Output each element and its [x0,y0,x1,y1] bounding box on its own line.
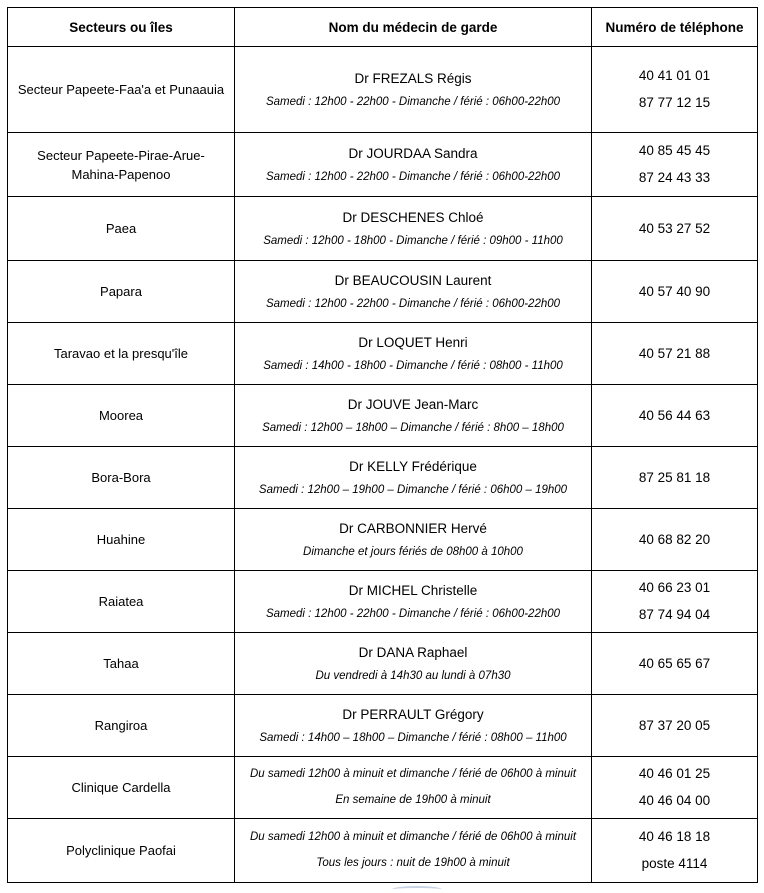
doctor-name: Dr KELLY Frédérique [349,458,477,474]
sector-cell: Taravao et la presqu'île [8,323,235,385]
phone-number: 40 65 65 67 [638,655,711,671]
phone-cell [592,757,758,819]
table-row [8,695,758,757]
duty-doctors-table [7,7,758,883]
table-row [8,47,758,133]
phone-number: 87 24 43 33 [638,170,711,185]
doctor-cell [235,447,592,509]
doctor-name: Dr JOUVE Jean-Marc [347,396,479,412]
duty-hours: Dimanche et jours fériés de 08h00 à 10h00 [303,545,523,558]
doctor-cell [235,633,592,695]
doctor-cell [235,323,592,385]
table-row [8,633,758,695]
doctor-name: Dr FREZALS Régis [354,70,472,86]
duty-hours: Samedi : 12h00 - 22h00 - Dimanche / férié : 06h00-22h00 [265,170,561,183]
doctor-name: Dr LOQUET Henri [358,334,468,350]
table-body [8,47,758,883]
sector-cell: Tahaa [8,633,235,695]
duty-hours: Samedi : 12h00 – 18h00 – Dimanche / férié : 8h00 – 18h00 [262,421,564,434]
phone-cell [592,819,758,883]
table-row [8,819,758,883]
sector-cell: Polyclinique Paofai [8,819,235,883]
phone-number: 40 46 01 25 [638,766,711,781]
doctor-cell [235,509,592,571]
sector-cell: Papara [8,261,235,323]
doctor-cell [235,385,592,447]
sector-cell: Clinique Cardella [8,757,235,819]
doctor-cell [235,571,592,633]
table-header-row [8,8,758,47]
phone-number: 87 25 81 18 [638,469,711,485]
phone-number: 40 41 01 01 [638,68,711,83]
doctor-name: Dr CARBONNIER Hervé [339,520,487,536]
doctor-cell [235,757,592,819]
duty-hours: Samedi : 14h00 - 18h00 - Dimanche / férié : 08h00 - 11h00 [263,359,563,372]
doctor-cell [235,819,592,883]
phone-cell [592,509,758,571]
phone-number: poste 4114 [641,856,708,871]
doctor-cell [235,695,592,757]
table-row [8,571,758,633]
sector-cell: Secteur Papeete-Pirae-Arue-Mahina-Papenoo [8,133,235,197]
phone-number: 40 57 21 88 [638,345,711,361]
table-row [8,323,758,385]
sector-cell: Bora-Bora [8,447,235,509]
doctor-name: Dr PERRAULT Grégory [342,706,484,722]
duty-hours: Samedi : 12h00 - 22h00 - Dimanche / férié : 06h00-22h00 [265,95,561,108]
duty-hours: Du vendredi à 14h30 au lundi à 07h30 [315,669,511,682]
sector-cell: Huahine [8,509,235,571]
phone-number: 40 85 45 45 [638,143,711,158]
phone-cell [592,571,758,633]
table-row [8,385,758,447]
phone-cell [592,47,758,133]
doctor-cell [235,133,592,197]
sector-cell: Secteur Papeete-Faa'a et Punaauia [8,47,235,133]
table-row [8,261,758,323]
phone-cell [592,447,758,509]
phone-cell [592,261,758,323]
duty-hours: Samedi : 12h00 - 22h00 - Dimanche / férié : 06h00-22h00 [265,297,561,310]
doctor-name: Dr JOURDAA Sandra [348,145,478,161]
duty-hours: Du samedi 12h00 à minuit et dimanche / férié de 06h00 à minuit [249,768,577,780]
table-row [8,447,758,509]
doctor-name: Dr DESCHENES Chloé [342,209,484,225]
phone-number: 40 68 82 20 [638,531,711,547]
phone-cell [592,197,758,261]
doctor-name: Dr DANA Raphael [358,644,468,660]
phone-number: 40 66 23 01 [638,580,711,595]
phone-number: 40 53 27 52 [638,220,711,236]
phone-number: 87 37 20 05 [638,717,711,733]
table-row [8,197,758,261]
table-row [8,133,758,197]
duty-hours: Samedi : 12h00 - 22h00 - Dimanche / férié : 06h00-22h00 [265,607,561,620]
table-row [8,509,758,571]
duty-hours: Samedi : 12h00 – 19h00 – Dimanche / férié : 06h00 – 19h00 [258,483,568,496]
duty-hours: Samedi : 14h00 – 18h00 – Dimanche / férié : 08h00 – 11h00 [259,731,567,744]
phone-number: 40 57 40 90 [638,283,711,299]
duty-hours: En semaine de 19h00 à minuit [335,794,491,806]
doctor-cell [235,197,592,261]
phone-number: 40 46 04 00 [638,793,711,808]
phone-cell [592,323,758,385]
table-row [8,757,758,819]
page-edge-mark [392,886,442,893]
sector-cell: Paea [8,197,235,261]
phone-number: 87 74 94 04 [638,607,711,622]
phone-cell [592,385,758,447]
duty-hours: Tous les jours : nuit de 19h00 à minuit [316,857,510,869]
sector-cell: Raiatea [8,571,235,633]
doctor-name: Dr MICHEL Christelle [348,582,478,598]
duty-hours: Du samedi 12h00 à minuit et dimanche / férié de 06h00 à minuit [249,831,577,843]
phone-cell [592,633,758,695]
header-doctor: Nom du médecin de garde [235,8,592,47]
sector-cell: Moorea [8,385,235,447]
phone-number: 40 46 18 18 [638,829,711,844]
phone-cell [592,133,758,197]
phone-number: 87 77 12 15 [638,95,711,110]
doctor-cell [235,47,592,133]
header-phone: Numéro de téléphone [592,8,758,47]
sector-cell: Rangiroa [8,695,235,757]
header-sector: Secteurs ou îles [8,8,235,47]
doctor-cell [235,261,592,323]
phone-number: 40 56 44 63 [638,407,711,423]
doctor-name: Dr BEAUCOUSIN Laurent [334,272,492,288]
phone-cell [592,695,758,757]
duty-hours: Samedi : 12h00 - 18h00 - Dimanche / férié : 09h00 - 11h00 [263,234,563,247]
